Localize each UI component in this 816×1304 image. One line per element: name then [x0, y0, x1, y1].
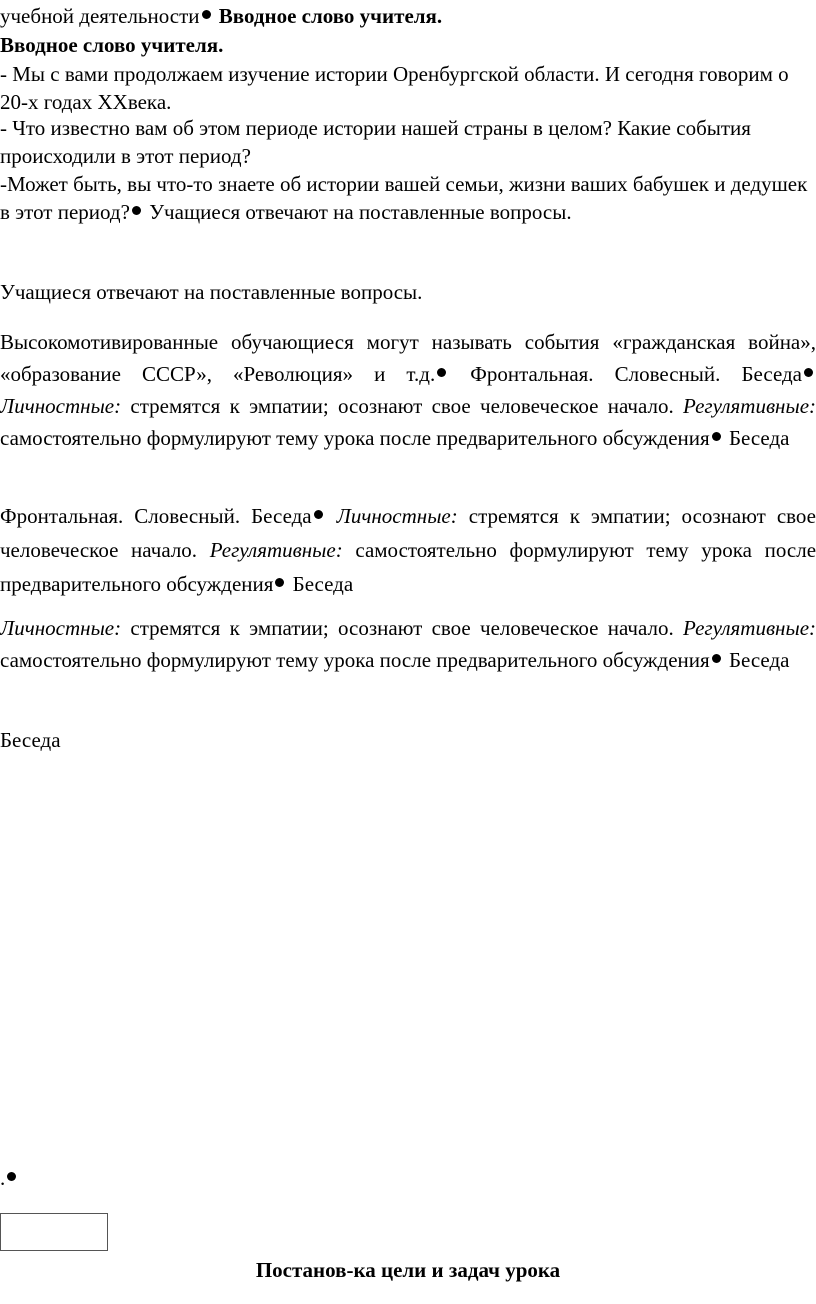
paragraph-1: - Мы с вами продолжаем изучение истории Оренбургской области. И сегодня говорим о 20-х годах XXвека. [0, 62, 789, 114]
bullet-icon [437, 368, 446, 377]
paragraph-4: Учащиеся отвечают на поставленные вопросы. [0, 280, 423, 304]
paragraph-2: - Что известно вам об этом периоде истории нашей страны в целом? Какие события происходили в этот период? [0, 116, 751, 168]
paragraph-7: Личностные: стремятся к эмпатии; осознают свое человеческое начало. Регулятивные: самостоятельно формулируют тему урока после предварительного обсуждения Беседа [0, 616, 816, 672]
bullet-icon [804, 368, 813, 377]
bullet-icon [7, 1172, 16, 1181]
paragraph-8: Беседа [0, 728, 61, 752]
intro-heading: Вводное слово учителя. [0, 33, 224, 57]
paragraph-3: -Может быть, вы что-то знаете об истории вашей семьи, жизни ваших бабушек и дедушек в этот период? Учащиеся отвечают на поставленные вопросы. [0, 172, 808, 224]
line-activity [0, 2, 816, 30]
activity-text: учебной деятельности [0, 4, 200, 28]
bullet-icon [712, 432, 721, 441]
footer-title: Постанов-ка цели и задач урока [255, 1258, 561, 1282]
paragraph-5: Высокомотивированные обучающиеся могут называть события «гражданская война», «образование СССР», «Революция» и т.д. Фронтальная. Словесный. Беседа Личностные: стремятся к эмпатии; осознают свое человеческое начало. Регулятивные: самостоятельно формулируют тему урока после предварительного обсуждения Беседа [0, 330, 816, 450]
bullet-icon [314, 510, 323, 519]
bullet-icon [275, 578, 284, 587]
paragraph-6: Фронтальная. Словесный. Беседа Личностные: стремятся к эмпатии; осознают свое человеческое начало. Регулятивные: самостоятельно формулируют тему урока после предварительного обсуждения Беседа [0, 504, 816, 596]
empty-table-cell [0, 1213, 108, 1251]
bullet-icon [132, 206, 141, 215]
intro-title-inline: Вводное слово учителя. [218, 4, 443, 28]
trailing-marker: . [0, 1164, 816, 1192]
bullet-icon [202, 10, 211, 19]
bullet-icon [712, 654, 721, 663]
